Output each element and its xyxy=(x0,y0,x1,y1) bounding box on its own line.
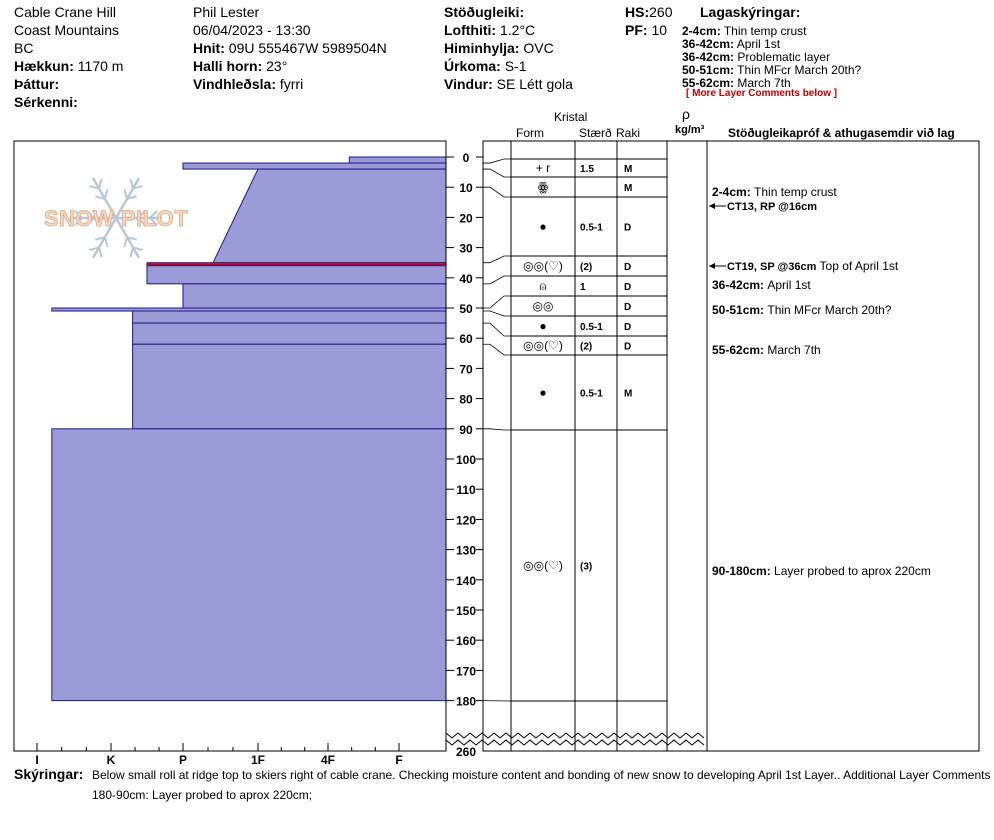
depth-tick-label: 170 xyxy=(455,664,477,679)
depth-tick-label: 50 xyxy=(459,302,473,316)
hardness-bars xyxy=(52,157,446,701)
table-frame xyxy=(483,141,979,751)
footer-line1: Below small roll at ridge top to skiers right of cable crane. Checking moisture content and bonding of new snow to developing April 1st Layer.. Additional Layer Comments xyxy=(92,768,991,782)
moisture: D xyxy=(624,282,632,293)
moisture: D xyxy=(624,322,632,333)
row-connector xyxy=(483,256,511,263)
grain-form: ◎◎(♡) xyxy=(523,259,563,273)
wind-label: Vindur: xyxy=(444,76,493,92)
snowflake-branch xyxy=(105,237,108,247)
depth-tick-label: 30 xyxy=(459,241,473,256)
depth-tick-label: 110 xyxy=(456,483,476,498)
layer-comment-item: 2-4cm: Thin temp crust xyxy=(682,24,807,38)
row-connector xyxy=(483,159,511,163)
moisture: M xyxy=(624,164,633,175)
moisture: D xyxy=(624,341,632,353)
features-label: Sérkenni: xyxy=(14,94,78,110)
coords-value: 09U 555467W 5989504N xyxy=(228,40,387,56)
row-connector xyxy=(483,187,511,197)
depth-tick-label: 130 xyxy=(455,543,477,558)
elevation-value: 1170 m xyxy=(77,58,124,74)
hardness-tick-label: I xyxy=(35,753,39,767)
footer-line2: 180-90cm: Layer probed to aprox 220cm; xyxy=(92,788,313,802)
snowpilot-logo xyxy=(44,178,188,258)
region: BC xyxy=(14,40,34,56)
hardness-axis xyxy=(35,743,402,767)
depth-bottom-label: 260 xyxy=(455,745,477,759)
header-rho: ρ xyxy=(682,106,690,122)
snowflake-branch xyxy=(124,237,127,247)
test-arrow-head xyxy=(709,203,715,209)
layer-annotation: 36-42cm: April 1st xyxy=(712,278,811,292)
row-connector xyxy=(483,296,511,308)
header-moisture: Raki xyxy=(616,126,641,140)
moisture: M xyxy=(624,388,633,400)
hardness-tick-label: 4F xyxy=(320,753,336,767)
depth-tick-label: 140 xyxy=(455,573,477,588)
depth-tick-label: 150 xyxy=(455,604,477,618)
stability-label: Stöðugleiki: xyxy=(444,4,525,20)
aspect-label: Þáttur: xyxy=(14,76,60,92)
grain-size: 0.5-1 xyxy=(580,388,603,400)
grain-size: 1.5 xyxy=(580,164,594,175)
depth-axis xyxy=(446,151,483,759)
layer-comment-item: 55-62cm: March 7th xyxy=(682,76,791,90)
grain-form: ⍝ xyxy=(539,279,547,293)
depth-tick-label: 20 xyxy=(459,211,473,226)
precip-value: S-1 xyxy=(504,58,527,74)
hs-value: 260 xyxy=(649,4,673,20)
grain-form: ꙮ xyxy=(537,180,549,194)
more-layer-comments-link[interactable]: [ More Layer Comments below ] xyxy=(686,88,838,99)
grain-form: ◎◎(♡) xyxy=(523,338,563,353)
hardness-bar xyxy=(133,323,446,344)
grain-size: 1 xyxy=(580,282,586,293)
grain-size: (2) xyxy=(580,262,593,273)
snowflake-branch xyxy=(130,179,133,189)
hardness-bar xyxy=(147,266,446,284)
layer-comment-item: 36-42cm: Problematic layer xyxy=(682,50,831,64)
row-connector xyxy=(483,323,511,336)
depth-tick-label: 40 xyxy=(459,271,473,286)
precip-label: Úrkoma: xyxy=(444,58,501,74)
layer-comment-item: 36-42cm: April 1st xyxy=(682,37,781,51)
hardness-bar xyxy=(349,157,446,163)
wind-loading-label: Vindhleðsla: xyxy=(193,76,276,92)
moisture: M xyxy=(624,183,633,194)
sky-label: Himinhylja: xyxy=(444,40,520,56)
wind-value: SE Létt gola xyxy=(496,76,573,92)
grain-form: ● xyxy=(539,385,547,400)
depth-tick-label: 80 xyxy=(459,392,473,407)
observer: Phil Lester xyxy=(193,4,260,20)
layer-comment-item: 50-51cm: Thin MFcr March 20th? xyxy=(682,63,862,77)
row-connector xyxy=(483,276,511,284)
depth-tick-label: 120 xyxy=(455,513,477,528)
depth-tick-label: 0 xyxy=(462,151,470,165)
grain-form: ● xyxy=(539,319,547,333)
stability-test: CT19, SP @36cm Top of April 1st xyxy=(727,259,899,273)
depth-tick-label: 60 xyxy=(459,332,473,347)
mountain-range: Coast Mountains xyxy=(14,22,120,38)
slope-label: Halli horn: xyxy=(193,58,263,74)
row-connector xyxy=(483,429,511,430)
snowflake-branch xyxy=(105,189,108,199)
datetime: 06/04/2023 - 13:30 xyxy=(193,22,311,38)
header-tests: Stöðugleikapróf & athugasemdir við lag xyxy=(728,126,955,140)
layer-annotation: 55-62cm: March 7th xyxy=(712,343,821,357)
hardness-bar xyxy=(52,429,446,701)
snowflake-branch xyxy=(99,179,102,189)
grain-form: ● xyxy=(539,219,547,234)
header-form: Form xyxy=(516,126,544,140)
hardness-tick-label: 1F xyxy=(250,753,266,767)
elevation-label: Hækkun: xyxy=(14,58,74,74)
depth-tick-label: 100 xyxy=(455,453,477,467)
hardness-bar xyxy=(213,169,446,263)
layer-annotation: 2-4cm: Thin temp crust xyxy=(712,185,837,199)
slope-value: 23° xyxy=(266,58,288,74)
logo-text: SNOW PILOT xyxy=(43,206,189,231)
wind-loading-value: fyrri xyxy=(279,76,304,92)
pf-label: PF: xyxy=(625,22,648,38)
grain-size: 0.5-1 xyxy=(580,222,603,234)
grain-size: (2) xyxy=(580,341,593,353)
air-temp-value: 1.2°C xyxy=(499,22,536,38)
grain-form: ◎◎ xyxy=(532,299,554,313)
moisture: D xyxy=(624,262,632,273)
depth-tick-label: 180 xyxy=(455,694,477,709)
layer-annotation: 90-180cm: Layer probed to aprox 220cm xyxy=(712,564,931,578)
snowflake-branch xyxy=(99,247,102,257)
hardness-bar xyxy=(133,344,446,429)
layer-annotations xyxy=(709,185,931,578)
snowflake-branch xyxy=(130,247,133,257)
row-connector xyxy=(483,311,511,316)
depth-tick-label: 160 xyxy=(455,634,477,649)
depth-tick-label: 70 xyxy=(459,362,473,377)
footer-label: Skýringar: xyxy=(14,766,84,782)
grain-size: 0.5-1 xyxy=(580,322,603,333)
pf-value: 10 xyxy=(651,22,668,38)
hardness-tick-label: P xyxy=(178,753,188,767)
row-connector xyxy=(483,344,511,355)
grain-form: + r xyxy=(535,161,551,175)
depth-tick-label: 10 xyxy=(459,181,473,196)
hardness-bar xyxy=(183,284,446,308)
air-temp-label: Lofthiti: xyxy=(444,22,497,38)
depth-tick-label: 90 xyxy=(459,422,473,437)
location: Cable Crane Hill xyxy=(14,4,116,20)
moisture: D xyxy=(624,222,632,234)
hs-label: HS: xyxy=(625,4,650,20)
header-size: Stærð xyxy=(579,126,612,140)
grain-form: ◎◎(♡) xyxy=(523,558,563,573)
layer-comments-title: Lagaskýringar: xyxy=(700,4,801,20)
header-density-unit: kg/m³ xyxy=(675,124,705,136)
row-connector xyxy=(483,169,511,177)
snowflake-branch xyxy=(124,189,127,199)
hardness-bar xyxy=(133,311,446,323)
layer-annotation: 50-51cm: Thin MFcr March 20th? xyxy=(712,303,892,317)
stability-test: CT13, RP @16cm xyxy=(727,201,818,213)
hardness-tick-label: F xyxy=(395,753,403,767)
moisture: D xyxy=(624,302,632,313)
hardness-bar xyxy=(183,163,446,169)
coords-label: Hnit: xyxy=(193,40,225,56)
sky-value: OVC xyxy=(523,40,554,56)
header-crystal: Kristal xyxy=(554,110,588,124)
test-arrow-head xyxy=(709,263,715,269)
grain-size: (3) xyxy=(580,561,593,573)
hardness-tick-label: K xyxy=(106,753,116,767)
